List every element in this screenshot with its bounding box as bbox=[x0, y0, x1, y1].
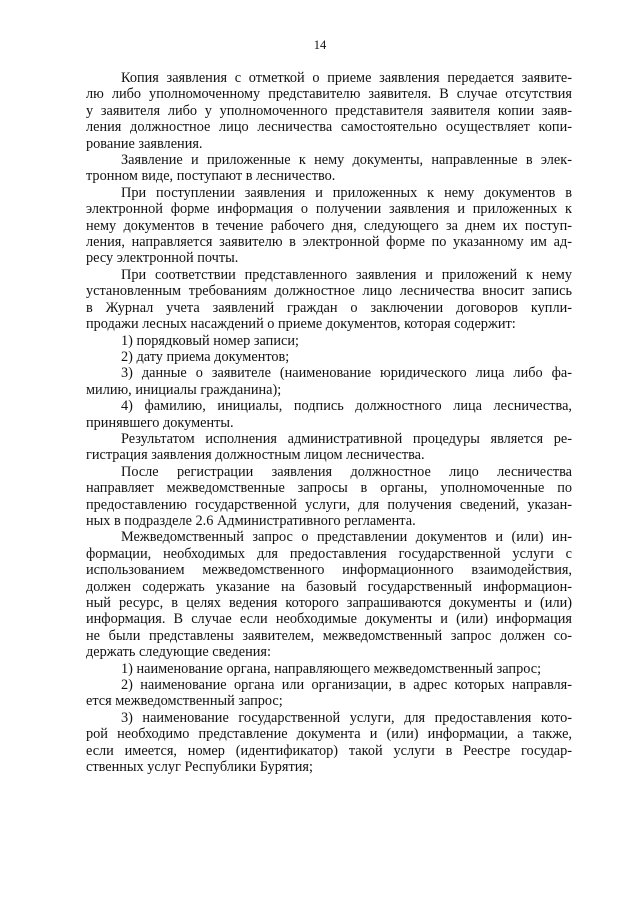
paragraph bbox=[86, 365, 572, 398]
text-line: 1) наименование органа, направляющего межведомственный запрос; bbox=[121, 660, 542, 677]
text-line: держать следующие сведения: bbox=[86, 644, 271, 661]
text-line: установленным требованиям должностное лицо лесничества вносит запись bbox=[86, 283, 572, 300]
paragraph bbox=[86, 431, 572, 464]
text-line: Результатом исполнения административной процедуры является ре- bbox=[121, 430, 572, 447]
paragraph bbox=[86, 529, 572, 660]
text-line: у заявителя либо у уполномоченного представителя заявителя копии заяв- bbox=[86, 102, 572, 119]
text-line: При соответствии представленного заявления и приложений к нему bbox=[121, 266, 572, 283]
text-line: лю либо уполномоченному представителю заявителя. В случае отсутствия bbox=[86, 86, 572, 103]
paragraph bbox=[86, 333, 572, 349]
paragraph bbox=[86, 710, 572, 776]
text-line: ется межведомственный запрос; bbox=[86, 693, 283, 710]
text-line: ственных услуг Республики Бурятия; bbox=[86, 759, 313, 776]
text-line: должен содержать указание на базовый государственный информацион- bbox=[86, 578, 572, 595]
text-line: информация. В случае если необходимые документы и (или) информация bbox=[86, 611, 572, 628]
text-line: предоставлению государственной услуги, для получения сведений, указан- bbox=[86, 496, 572, 513]
text-line: Межведомственный запрос о представлении документов и (или) ин- bbox=[121, 529, 572, 546]
paragraph bbox=[86, 464, 572, 530]
text-line: Копия заявления с отметкой о приеме заявления передается заявите- bbox=[121, 70, 572, 86]
paragraph bbox=[86, 70, 572, 152]
text-line: 3) данные о заявителе (наименование юридического лица либо фа- bbox=[121, 365, 572, 382]
text-line: 2) наименование органа или организации, в адрес которых направля- bbox=[121, 677, 572, 694]
paragraph bbox=[86, 185, 572, 267]
text-line: тронном виде, поступают в лесничество. bbox=[86, 168, 336, 185]
text-line: рование заявления. bbox=[86, 135, 203, 152]
paragraph bbox=[86, 398, 572, 431]
text-line: принявшего документы. bbox=[86, 414, 234, 431]
text-line: 3) наименование государственной услуги, для предоставления кото- bbox=[121, 709, 572, 726]
page-number: 14 bbox=[313, 38, 327, 52]
text-line: если имеется, номер (идентификатор) такой услуги в Реестре государ- bbox=[86, 742, 572, 759]
text-line: нему документов в течение рабочего дня, следующего за днем их поступ- bbox=[86, 217, 572, 234]
text-line: При поступлении заявления и приложенных к нему документов в bbox=[121, 184, 572, 201]
text-line: После регистрации заявления должностное лицо лесничества bbox=[121, 463, 572, 480]
paragraph bbox=[86, 677, 572, 710]
text-line: ный ресурс, в целях ведения которого запрашиваются документы и (или) bbox=[86, 595, 572, 611]
text-line: 2) дату приема документов; bbox=[121, 348, 290, 365]
text-line: ресу электронной почты. bbox=[86, 250, 239, 267]
paragraph bbox=[86, 152, 572, 185]
paragraph bbox=[86, 267, 572, 333]
text-line: гистрация заявления должностным лицом лесничества. bbox=[86, 447, 425, 464]
text-line: направляет межведомственные запросы в органы, уполномоченные по bbox=[86, 480, 572, 497]
body-text bbox=[86, 70, 572, 775]
text-line: рой необходимо представление документа и (или) информации, а также, bbox=[86, 726, 572, 743]
text-line: Заявление и приложенные к нему документы, направленные в элек- bbox=[121, 152, 572, 169]
text-line: использованием межведомственного информационного взаимодействия, bbox=[86, 562, 572, 579]
text-line: электронной форме информация о получении заявления и приложенных к bbox=[86, 201, 572, 218]
text-line: в Журнал учета заявлений граждан о заключении договоров купли- bbox=[86, 299, 572, 316]
text-line: продажи лесных насаждений о приеме документов, которая содержит: bbox=[86, 316, 516, 333]
text-line: формации, необходимых для предоставления государственной услуги с bbox=[86, 545, 572, 562]
text-line: не были представлены заявителем, межведомственный запрос должен со- bbox=[86, 627, 572, 644]
text-line: милию, инициалы гражданина); bbox=[86, 381, 282, 398]
text-line: ления, направляется заявителю в электронной форме по указанному им ад- bbox=[86, 234, 572, 251]
text-line: 1) порядковый номер записи; bbox=[121, 332, 299, 349]
text-line: ных в подразделе 2.6 Административного регламента. bbox=[86, 512, 416, 529]
text-line: 4) фамилию, инициалы, подпись должностного лица лесничества, bbox=[121, 398, 572, 415]
paragraph bbox=[86, 661, 572, 677]
paragraph bbox=[86, 349, 572, 365]
text-line: ления должностное лицо лесничества самостоятельно осуществляет копи- bbox=[86, 119, 572, 136]
